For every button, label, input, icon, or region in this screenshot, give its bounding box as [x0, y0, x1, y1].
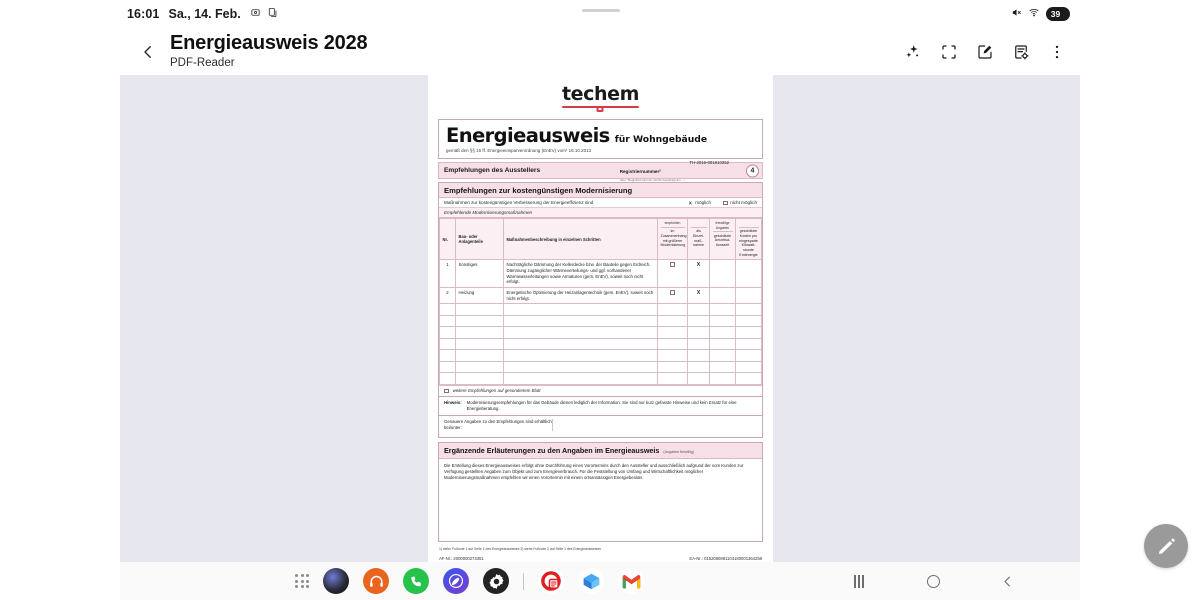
- recents-icon[interactable]: [848, 570, 870, 592]
- doc-title-suffix: für Wohngebäude: [614, 133, 708, 145]
- app-header: [120, 28, 1080, 75]
- footnotes: 1) siehe Fußnote 1 auf Seite 1 des Energieausweises 2) siehe Fußnote 2 auf Seite 1 des Energieausweises: [439, 546, 601, 551]
- hinweis-label: Hinweis:: [444, 399, 462, 405]
- erganzende-note: (Angaben freiwillig): [663, 449, 694, 454]
- table-row-empty: [440, 350, 762, 362]
- th-nr: Nr.: [440, 219, 456, 260]
- gmail-icon[interactable]: [618, 568, 644, 594]
- logo-mark-icon: [597, 108, 604, 112]
- table-row-empty: [440, 327, 762, 339]
- genauere-label: Genauere Angaben zu den Empfehlungen sind erhältlich bei/unter:: [444, 418, 552, 430]
- checkbox-empty-icon: [723, 201, 728, 206]
- camera-notch: [582, 9, 620, 12]
- jbl-headphones-icon[interactable]: [363, 568, 389, 594]
- section-subheading: Empfehlende Modernisierungsmaßnahmen: [439, 208, 762, 218]
- pdf-viewport[interactable]: [120, 75, 1080, 562]
- settings-gear-icon[interactable]: [483, 568, 509, 594]
- table-header-row: [440, 219, 762, 260]
- th-freiwillig-group-2: [739, 221, 759, 227]
- section-heading: Empfehlungen zur kostengünstigen Modernisierung: [444, 186, 633, 196]
- dock: [295, 568, 644, 594]
- erganzende-fillin[interactable]: [439, 487, 762, 541]
- logo-text: techem: [561, 83, 640, 105]
- extra-recommendations-row[interactable]: [439, 385, 762, 396]
- ea-nr: EA-Nr.: 0152060891104180001364258: [689, 555, 762, 561]
- right-letterbox: [1080, 0, 1200, 600]
- back-button[interactable]: [132, 36, 164, 68]
- option-no[interactable]: [723, 200, 757, 205]
- screenshot-icon: [250, 5, 261, 23]
- th-beschreibung: Maßnahmenbeschreibung in einzelnen Schritten: [504, 219, 658, 260]
- section-question: Maßnahmen zur kostengünstigen Verbesserung der Energieeffizienz sind: [444, 200, 594, 206]
- hinweis-text: Modernisierungsempfehlungen für das Gebäude dienen lediglich der Information. Sie sind nur kurz gefasste Hinweise und kein Ersatz für eine Energieberatung.: [466, 399, 737, 411]
- cell-zusammenhang: [658, 288, 688, 304]
- table-row-empty: [440, 373, 762, 385]
- checkbox-empty-icon: [670, 262, 675, 267]
- hinweis-block: [439, 396, 762, 416]
- cell-zusammenhang: [658, 260, 688, 288]
- th-frei-amort-label: geschätzte Amortisa- tionszeit: [713, 233, 732, 248]
- fit-screen-icon[interactable]: [938, 41, 960, 63]
- back-icon[interactable]: [996, 570, 1018, 592]
- cell-einzel: X: [688, 260, 710, 288]
- checkbox-checked-icon: [688, 201, 693, 206]
- wifi-icon: [1028, 5, 1040, 23]
- cell-nr: 1: [440, 260, 456, 288]
- cell-amort: [710, 288, 736, 304]
- mute-icon: [1011, 5, 1022, 23]
- dock-separator: [523, 573, 524, 590]
- pencil-icon: [1156, 536, 1177, 557]
- th-bauteil: Bau- oder Anlagenteile: [456, 219, 504, 260]
- cell-kosten: [736, 260, 762, 288]
- section-question-row: [439, 198, 762, 208]
- edit-square-icon[interactable]: [974, 41, 996, 63]
- techem-logo: [438, 83, 763, 114]
- status-right-icons: [1011, 5, 1070, 23]
- table-row-empty: [440, 338, 762, 350]
- genauere-block: [439, 416, 762, 437]
- reg-sup: ²: [659, 168, 661, 174]
- table-row: [440, 288, 762, 304]
- status-date: Sa., 14. Feb.: [168, 7, 241, 21]
- more-vertical-icon[interactable]: [1046, 41, 1068, 63]
- banner-title: Empfehlungen des Ausstellers: [444, 167, 541, 175]
- reg-note: oder "Registriernummer wurde beantragt am ...": [619, 177, 686, 182]
- th-empfohlen-group: empfohlen: [661, 221, 685, 227]
- document-title-box: [438, 119, 763, 160]
- erganzende-header: [439, 443, 762, 459]
- erganzende-title: Ergänzende Erläuterungen zu den Angaben im Energieausweis: [444, 445, 660, 455]
- table-row-empty: [440, 315, 762, 327]
- home-icon[interactable]: [922, 570, 944, 592]
- registration-block: [620, 160, 757, 182]
- banner-bar: [438, 159, 763, 182]
- option-yes-label: möglich: [695, 200, 712, 206]
- table-row: [440, 260, 762, 288]
- bixby-icon[interactable]: [323, 568, 349, 594]
- th-empfohlen-group-2: [691, 221, 707, 227]
- option-no-label: nicht möglich: [730, 200, 757, 206]
- reg-value: TH-2016-001810252: [689, 159, 729, 165]
- cell-nr: 2: [440, 288, 456, 304]
- samsung-internet-icon[interactable]: [443, 568, 469, 594]
- cell-kosten: [736, 288, 762, 304]
- checkbox-empty-icon: [444, 389, 449, 394]
- table-row-empty: [440, 304, 762, 316]
- page-badge: 4: [746, 164, 759, 177]
- cell-bauteil: Heizung: [456, 288, 504, 304]
- page-title: Energieausweis 2028: [170, 32, 368, 55]
- cell-bauteil: Sonstiges: [456, 260, 504, 288]
- doc-title: Energieausweis: [446, 123, 610, 147]
- erganzende-box: [438, 442, 763, 542]
- pdf-reader-icon[interactable]: [538, 568, 564, 594]
- th-empf-einzel: [688, 219, 710, 260]
- cell-beschreibung: Nachträgliche Dämmung der Kellerdecke bzw. der Bauteile gegen Erdreich. Dämmung zugänglicher Wärmeverteilungs- und ggf. vorhandener Warmwasserleitungen sowie Armaturen (gem. EnEV), soweit noch nicht erfolgt.: [504, 260, 658, 288]
- genauere-fillin[interactable]: [552, 419, 757, 431]
- af-nr: AF-Nr.: 2000000273451: [439, 555, 484, 561]
- android-nav-bar: [848, 570, 1018, 592]
- copy-icon: [267, 5, 278, 23]
- toolbar: [902, 41, 1072, 63]
- app-grid-icon[interactable]: [295, 574, 309, 588]
- recommendations-table: [439, 218, 762, 384]
- cell-amort: [710, 260, 736, 288]
- ai-sparkle-icon[interactable]: [902, 41, 924, 63]
- edit-fab-button[interactable]: [1144, 524, 1188, 568]
- document-settings-icon[interactable]: [1010, 41, 1032, 63]
- battery-indicator: [1046, 7, 1070, 21]
- status-time: 16:01: [127, 7, 160, 21]
- cell-beschreibung: Energetische Optimierung der Heizanlagentechnik (gem. EnEV), soweit noch nicht erfolgt.: [504, 288, 658, 304]
- section-header: [439, 183, 762, 198]
- extra-recommendations-label: weitere Empfehlungen auf gesondertem Blatt: [452, 388, 541, 394]
- option-yes[interactable]: [688, 200, 711, 205]
- document-footer: [438, 556, 763, 561]
- doc-legal-line: gemäß den §§ 16 ff. Energieeinsparverordnung (EnEV) vom¹ 16.10.2013: [446, 148, 592, 154]
- bottom-bar: [120, 562, 1080, 600]
- status-left-icons: [250, 5, 278, 23]
- th-empf-zusammenhang: [658, 219, 688, 260]
- table-body: [440, 260, 762, 385]
- table-row-empty: [440, 361, 762, 373]
- status-bar: [120, 0, 1080, 28]
- th-empf-einzel-label: als Einzel- maß- nahme: [693, 229, 704, 248]
- th-freiwillig-group: freiwillige Angaben: [713, 221, 733, 232]
- page-subtitle: PDF-Reader: [170, 56, 235, 69]
- th-frei-amort: [710, 219, 736, 260]
- th-frei-kosten-label: geschätzte Kosten pro eingesparte Kilowatt- stunde Endenergie: [739, 229, 758, 257]
- drive-icon[interactable]: [578, 568, 604, 594]
- th-frei-kosten: [736, 219, 762, 260]
- battery-level: 39: [1050, 9, 1061, 19]
- th-empf-zusammenhang-label: im Zusammenhang mit größerer Modernisierung: [660, 229, 687, 248]
- phone-icon[interactable]: [403, 568, 429, 594]
- pdf-page[interactable]: [428, 75, 773, 562]
- left-letterbox: [0, 0, 120, 600]
- header-titles: [170, 32, 367, 70]
- checkbox-empty-icon: [670, 290, 675, 295]
- erganzende-body: Die Erstellung dieses Energieausweises erfolgt ohne Durchführung eines Vorortermins durch den Aussteller und ausschließlich aufgrund der vom Kunden zur Verfügung gestellten Angaben zum Objekt und zum Energieverbrauch. Für die Feststellung von Umfang und Wirtschaftlichkeit möglicher Modernisierungsmaßnahmen empfehlen wir einen Vorortermin mit einem ortsansässigen Energieberater.: [444, 462, 744, 480]
- cell-einzel: X: [688, 288, 710, 304]
- recommendations-box: [438, 182, 763, 437]
- reg-label: Registriernummer: [619, 168, 660, 174]
